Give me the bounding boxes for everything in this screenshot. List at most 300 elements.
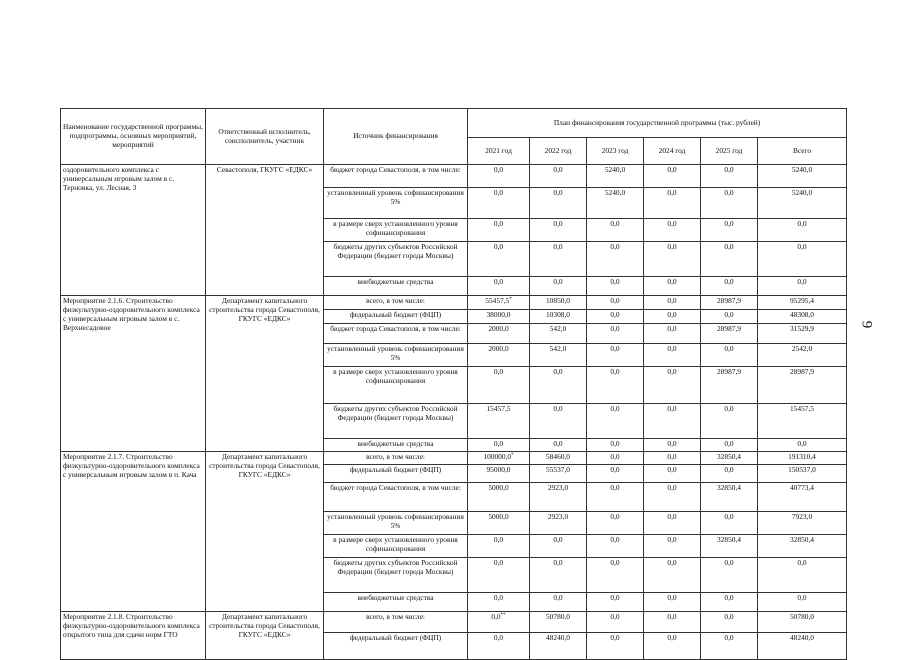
amount: 50780,0 [545,612,571,621]
amount: 542,0 [549,344,567,353]
footnote-mark: * [511,453,514,458]
funding-source: федеральный бюджет (ФЦП) [324,633,468,660]
year-value [701,439,758,452]
amount: 2542,0 [791,344,813,353]
activity-name: Мероприятие 2.1.6. Строительство физкультурно-оздоровительного комплекса с универсальным игровым залом в с. Верхнесадовое [61,296,206,452]
amount: 0,0 [493,277,504,286]
year-value [587,465,644,483]
funding-source: федеральный бюджет (ФЦП) [324,310,468,324]
year-value [468,310,530,324]
year-value [530,310,587,324]
amount: 55457,5 [485,296,510,306]
year-value [701,296,758,310]
funding-source: в размере сверх установленного уровня софинансирования [324,219,468,242]
amount: 5000,0 [488,483,509,492]
amount: 50780,0 [789,612,815,621]
amount: 0,0 [610,324,620,333]
header-plan: План финансирования государственной программы (тыс. рублей) [468,109,847,138]
year-value [587,452,644,465]
funding-source: всего, в том числе: [324,452,468,465]
amount: 0,0 [724,465,734,474]
year-value [587,633,644,660]
total-value [758,296,847,310]
amount: 0,0 [610,558,620,567]
amount: 0,0 [724,404,734,413]
year-value [587,310,644,324]
year-value [530,452,587,465]
total-value [758,219,847,242]
year-value [530,483,587,512]
year-value [530,242,587,277]
total-value [758,310,847,324]
year-value [468,535,530,558]
year-value [468,439,530,452]
amount: 5240,0 [604,165,626,174]
amount: 0,0 [553,242,563,251]
amount: 0,0 [724,277,734,286]
year-value [701,633,758,660]
year-value [468,483,530,512]
funding-source: бюджеты других субъектов Российской Федерации (бюджет города Москвы) [324,558,468,593]
footnote-mark: ** [500,613,506,618]
year-value [530,558,587,593]
amount: 31529,9 [789,324,815,333]
amount: 0,0 [667,219,677,228]
total-value [758,344,847,367]
year-value [468,404,530,439]
year-value [587,367,644,404]
funding-source: федеральный бюджет (ФЦП) [324,465,468,483]
year-value [644,612,701,633]
year-value [701,367,758,404]
financing-table [60,108,847,660]
year-value [587,277,644,296]
year-value [587,242,644,277]
header-year: 2022 год [530,138,587,165]
year-value [587,483,644,512]
amount: 0,0 [667,483,677,492]
year-value [644,310,701,324]
year-value [701,593,758,612]
year-value [644,344,701,367]
year-value [701,188,758,219]
amount: 32850,4 [716,483,742,492]
amount: 0,0 [797,439,807,448]
year-value [530,439,587,452]
amount: 0,0 [610,242,620,251]
amount: 0,0 [493,535,504,544]
amount: 5000,0 [488,512,509,521]
amount: 10850,0 [545,296,571,305]
year-value [701,310,758,324]
amount: 0,0 [610,512,620,521]
amount: 0,0 [667,310,677,319]
amount: 15457,5 [789,404,815,413]
amount: 0,0 [493,593,504,602]
year-value [701,165,758,188]
header-year: 2021 год [468,138,530,165]
amount: 0,0 [797,219,807,228]
year-value [644,277,701,296]
amount: 0,0 [493,439,504,448]
year-value [701,558,758,593]
total-value [758,324,847,344]
amount: 0,0 [553,439,563,448]
amount: 542,0 [549,324,567,333]
amount: 0,0 [493,558,504,567]
amount: 5240,0 [791,165,813,174]
amount: 0,0 [493,367,504,376]
amount: 0,0 [553,277,563,286]
amount: 0,0 [610,310,620,319]
year-value [701,277,758,296]
year-value [587,219,644,242]
year-value [530,465,587,483]
year-value [701,483,758,512]
amount: 150537,0 [788,465,816,474]
amount: 28987,9 [716,296,742,305]
amount: 0,0 [610,465,620,474]
funding-source: внебюджетные средства [324,439,468,452]
year-value [468,633,530,660]
amount: 0,0 [667,558,677,567]
year-value [530,277,587,296]
year-value [701,219,758,242]
table-row [61,452,847,465]
year-value [468,188,530,219]
year-value [468,593,530,612]
amount: 0,0 [610,344,620,353]
year-value [701,404,758,439]
year-value [530,612,587,633]
amount: 0,0 [667,535,677,544]
year-value [587,344,644,367]
year-value [468,344,530,367]
year-value [587,188,644,219]
year-value [644,593,701,612]
amount: 2000,0 [488,324,509,333]
year-value [644,483,701,512]
year-value [468,296,530,310]
amount: 191310,4 [788,452,816,461]
amount: 0,0 [724,344,734,353]
year-value [530,165,587,188]
amount: 32850,4 [789,535,815,544]
amount: 0,0 [667,512,677,521]
amount: 48240,0 [789,633,815,642]
year-value [701,465,758,483]
year-value [530,344,587,367]
year-value [468,367,530,404]
year-value [530,324,587,344]
year-value [468,558,530,593]
header-year: 2024 год [644,138,701,165]
year-value [701,535,758,558]
amount: 0,0 [493,165,504,174]
amount: 55537,0 [545,465,571,474]
year-value [701,452,758,465]
amount: 0,0 [610,483,620,492]
amount: 0,0 [493,188,504,197]
table-body [61,165,847,660]
amount: 0,0 [667,439,677,448]
amount: 0,0 [667,277,677,286]
year-value [644,558,701,593]
funding-source: бюджеты других субъектов Российской Федерации (бюджет города Москвы) [324,404,468,439]
amount: 0,0 [724,612,734,621]
year-value [701,512,758,535]
amount: 0,0 [797,593,807,602]
year-value [644,324,701,344]
total-value [758,465,847,483]
amount: 28987,9 [789,367,815,376]
activity-name: Мероприятие 2.1.7. Строительство физкультурно-оздоровительного комплекса с универсальным игровым залом в п. Кача [61,452,206,612]
amount: 0,0 [610,367,620,376]
year-value [530,296,587,310]
year-value [468,277,530,296]
year-value [530,219,587,242]
amount: 0,0 [797,277,807,286]
amount: 2000,0 [488,344,509,353]
table-row [61,612,847,633]
year-value [468,219,530,242]
amount: 0,0 [724,310,734,319]
page-number: 9 [858,320,875,329]
activity-name: Мероприятие 2.1.8. Строительство физкультурно-оздоровительного комплекса открытого типа для сдачи норм ГТО [61,612,206,660]
amount: 0,0 [493,242,504,251]
activity-name: оздоровительного комплекса с универсальным игровым залом в с. Терновка, ул. Лесная, 3 [61,165,206,296]
year-value [701,612,758,633]
amount: 0,0 [724,165,734,174]
total-value [758,439,847,452]
amount: 0,0 [610,452,620,461]
year-value [587,165,644,188]
total-value [758,612,847,633]
year-value [701,344,758,367]
header-executor: Ответственный исполнитель, соисполнитель, участник [206,109,324,165]
amount: 38000,0 [486,310,511,319]
amount: 0,0 [610,277,620,286]
amount: 15457,5 [486,404,511,413]
amount: 0,0 [724,593,734,602]
amount: 58460,0 [545,452,571,461]
header-source: Источник финансирования [324,109,468,165]
year-value [468,512,530,535]
year-value [644,404,701,439]
total-value [758,242,847,277]
total-value [758,512,847,535]
total-value [758,165,847,188]
amount: 0,0 [610,219,620,228]
amount: 0,0 [553,593,563,602]
total-value [758,188,847,219]
amount: 28987,9 [716,367,742,376]
amount: 0,0 [724,633,734,642]
amount: 0,0 [667,324,677,333]
amount: 0,0 [610,535,620,544]
responsible-executor: Департамент капитального строительства города Севастополя, ГКУГС «ЕДКС» [206,296,324,452]
year-value [644,512,701,535]
responsible-executor: Севастополя, ГКУГС «ЕДКС» [206,165,324,296]
amount: 0,0 [491,612,501,622]
year-value [587,296,644,310]
total-value [758,404,847,439]
amount: 0,0 [667,188,677,197]
amount: 100000,0 [483,452,512,462]
amount: 95000,0 [486,465,511,474]
amount: 0,0 [610,593,620,602]
amount: 0,0 [667,465,677,474]
responsible-executor: Департамент капитального строительства города Севастополя, ГКУГС «ЕДКС» [206,612,324,660]
amount: 0,0 [553,558,563,567]
funding-source: установленный уровень софинансирования 5% [324,512,468,535]
amount: 5240,0 [604,188,626,197]
year-value [644,535,701,558]
total-value [758,367,847,404]
amount: 0,0 [553,367,563,376]
amount: 28987,9 [716,324,742,333]
amount: 0,0 [724,219,734,228]
year-value [644,296,701,310]
amount: 10308,0 [545,310,571,319]
total-value [758,483,847,512]
amount: 0,0 [610,296,620,305]
amount: 0,0 [797,558,807,567]
amount: 0,0 [553,219,563,228]
year-value [644,452,701,465]
amount: 0,0 [493,219,504,228]
amount: 0,0 [667,296,677,305]
amount: 0,0 [667,367,677,376]
amount: 0,0 [724,558,734,567]
year-value [644,439,701,452]
year-value [644,633,701,660]
total-value [758,277,847,296]
amount: 0,0 [553,188,563,197]
year-value [644,242,701,277]
total-value [758,452,847,465]
amount: 0,0 [797,242,807,251]
amount: 0,0 [667,165,677,174]
amount: 0,0 [667,242,677,251]
funding-source: всего, в том числе: [324,296,468,310]
funding-source: установленный уровень софинансирования 5% [324,188,468,219]
total-value [758,535,847,558]
year-value [587,535,644,558]
amount: 7923,0 [791,512,813,521]
header-name: Наименование государственной программы, подпрограммы, основных мероприятий, мероприятий [61,109,206,165]
year-value [468,165,530,188]
amount: 0,0 [610,612,620,621]
amount: 0,0 [553,404,563,413]
year-value [587,558,644,593]
year-value [587,404,644,439]
year-value [530,593,587,612]
year-value [530,367,587,404]
amount: 0,0 [724,512,734,521]
year-value [468,465,530,483]
total-value [758,593,847,612]
funding-source: установленный уровень софинансирования 5% [324,344,468,367]
funding-source: бюджет города Севастополя, в том числе: [324,324,468,344]
year-value [644,219,701,242]
amount: 0,0 [553,535,563,544]
year-value [587,439,644,452]
amount: 0,0 [667,593,677,602]
year-value [530,633,587,660]
funding-source: внебюджетные средства [324,277,468,296]
amount: 48308,0 [789,310,815,319]
amount: 2923,0 [547,512,569,521]
amount: 0,0 [724,439,734,448]
amount: 0,0 [724,242,734,251]
funding-source: бюджет города Севастополя, в том числе: [324,165,468,188]
funding-source: всего, в том числе: [324,612,468,633]
header-year: 2023 год [587,138,644,165]
year-value [468,324,530,344]
year-value [530,535,587,558]
header-total: Всего [758,138,847,165]
responsible-executor: Департамент капитального строительства города Севастополя, ГКУГС «ЕДКС» [206,452,324,612]
year-value [644,188,701,219]
amount: 32850,4 [716,452,742,461]
amount: 0,0 [667,633,677,642]
amount: 32850,4 [716,535,742,544]
amount: 0,0 [667,404,677,413]
total-value [758,558,847,593]
header-row [61,109,847,138]
amount: 40773,4 [789,483,815,492]
year-value [530,188,587,219]
funding-source: в размере сверх установленного уровня софинансирования [324,367,468,404]
funding-source: внебюджетные средства [324,593,468,612]
year-value [644,367,701,404]
funding-source: бюджет города Севастополя, в том числе: [324,483,468,512]
year-value [468,452,530,465]
amount: 2923,0 [547,483,569,492]
header-year: 2025 год [701,138,758,165]
year-value [468,242,530,277]
year-value [587,612,644,633]
year-value [587,593,644,612]
amount: 0,0 [553,165,563,174]
year-value [468,612,530,633]
year-value [587,512,644,535]
amount: 0,0 [610,439,620,448]
amount: 5240,0 [791,188,813,197]
year-value [701,242,758,277]
amount: 0,0 [610,404,620,413]
year-value [530,512,587,535]
year-value [644,465,701,483]
total-value [758,633,847,660]
table-row [61,165,847,188]
footnote-mark: * [509,297,512,302]
year-value [644,165,701,188]
amount: 0,0 [493,633,504,642]
year-value [530,404,587,439]
funding-source: в размере сверх установленного уровня софинансирования [324,535,468,558]
amount: 0,0 [667,452,677,461]
year-value [701,324,758,344]
amount: 95295,4 [789,296,815,305]
amount: 0,0 [667,344,677,353]
amount: 0,0 [610,633,620,642]
funding-source: бюджеты других субъектов Российской Федерации (бюджет города Москвы) [324,242,468,277]
amount: 48240,0 [545,633,571,642]
amount: 0,0 [724,188,734,197]
table-row [61,296,847,310]
